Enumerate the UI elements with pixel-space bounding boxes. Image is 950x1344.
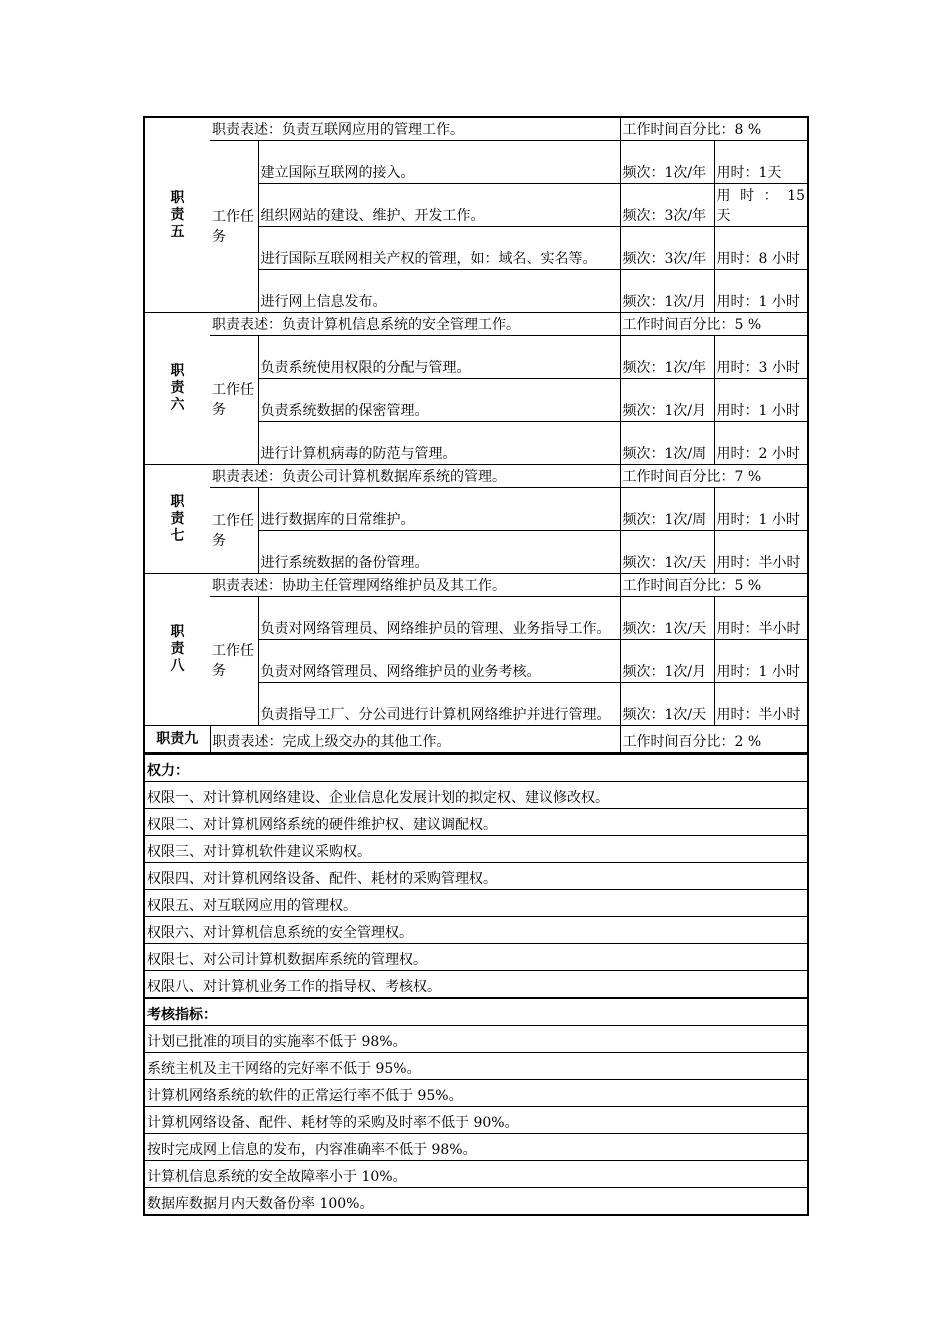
duty-label-char: 七 [170, 527, 185, 544]
duty-description: 职责表述：负责计算机信息系统的安全管理工作。 [210, 313, 620, 336]
powers-table [143, 753, 809, 999]
job-description-document [143, 116, 807, 1216]
duty-label-char: 责 [170, 380, 185, 396]
task-time: 用时：1天 [714, 141, 808, 184]
task-frequency: 频次：1次/月 [620, 270, 714, 313]
task-frequency: 频次：1次/天 [620, 683, 714, 726]
task-text: 进行系统数据的备份管理。 [258, 531, 620, 574]
task-frequency: 频次：1次/年 [620, 141, 714, 184]
work-task-label: 工作任务 [210, 336, 258, 465]
duty-time-percent: 工作时间百分比：8 % [620, 117, 808, 141]
task-frequency: 频次：3次/年 [620, 184, 714, 227]
duty-label-char: 责 [170, 510, 185, 527]
task-time: 用 时 ： 15 天 [714, 184, 808, 227]
duty-label-char: 职 [170, 363, 185, 379]
task-time: 用时：3 小时 [714, 336, 808, 379]
task-text: 组织网站的建设、维护、开发工作。 [258, 184, 620, 227]
duty-label [144, 117, 210, 313]
powers-title: 权力： [144, 754, 808, 782]
work-task-label: 工作任务 [210, 488, 258, 574]
task-time: 用时：半小时 [714, 683, 808, 726]
duty-description: 职责表述：负责公司计算机数据库系统的管理。 [210, 465, 620, 488]
task-time: 用时：1 小时 [714, 640, 808, 683]
power-item: 权限二、对计算机网络系统的硬件维护权、建议调配权。 [144, 809, 808, 836]
task-time: 用时：半小时 [714, 597, 808, 640]
duty-label-char: 六 [170, 397, 185, 413]
task-time: 用时：1 小时 [714, 488, 808, 531]
task-text: 进行数据库的日常维护。 [258, 488, 620, 531]
duty-description: 职责表述：完成上级交办的其他工作。 [210, 726, 620, 753]
task-text: 负责系统使用权限的分配与管理。 [258, 336, 620, 379]
task-time: 用时：1 小时 [714, 379, 808, 422]
duty-description: 职责表述：协助主任管理网络维护员及其工作。 [210, 574, 620, 597]
task-text: 负责对网络管理员、网络维护员的业务考核。 [258, 640, 620, 683]
task-frequency: 频次：1次/年 [620, 336, 714, 379]
work-task-label: 工作任务 [210, 141, 258, 313]
task-frequency: 频次：1次/月 [620, 640, 714, 683]
duty-time-percent: 工作时间百分比：2 % [620, 726, 808, 753]
kpi-title: 考核指标： [144, 999, 808, 1026]
task-time: 用时：1 小时 [714, 270, 808, 313]
task-frequency: 频次：3次/年 [620, 227, 714, 270]
power-item: 权限四、对计算机网络设备、配件、耗材的采购管理权。 [144, 863, 808, 890]
duty-description: 职责表述：负责互联网应用的管理工作。 [210, 117, 620, 141]
task-frequency: 频次：1次/天 [620, 531, 714, 574]
task-frequency: 频次：1次/天 [620, 597, 714, 640]
power-item: 权限七、对公司计算机数据库系统的管理权。 [144, 944, 808, 971]
task-time: 用时：8 小时 [714, 227, 808, 270]
task-text: 负责对网络管理员、网络维护员的管理、业务指导工作。 [258, 597, 620, 640]
duty-label-char: 责 [170, 641, 185, 657]
duty-nine-label: 职责九 [144, 726, 210, 753]
task-text: 进行国际互联网相关产权的管理，如：域名、实名等。 [258, 227, 620, 270]
task-text: 进行网上信息发布。 [258, 270, 620, 313]
power-item: 权限六、对计算机信息系统的安全管理权。 [144, 917, 808, 944]
duty-time-percent: 工作时间百分比：5 % [620, 313, 808, 336]
task-time: 用时：2 小时 [714, 422, 808, 465]
duty-time-percent: 工作时间百分比：5 % [620, 574, 808, 597]
kpi-item: 计算机信息系统的安全故障率小于 10%。 [144, 1161, 808, 1188]
duty-label-char: 职 [170, 189, 185, 206]
duty-label [144, 465, 210, 574]
duty-label-char: 五 [170, 223, 185, 240]
task-text: 负责指导工厂、分公司进行计算机网络维护并进行管理。 [258, 683, 620, 726]
task-text: 进行计算机病毒的防范与管理。 [258, 422, 620, 465]
kpi-item: 计划已批准的项目的实施率不低于 98%。 [144, 1026, 808, 1053]
kpi-table [143, 999, 809, 1216]
task-text: 负责系统数据的保密管理。 [258, 379, 620, 422]
kpi-item: 系统主机及主干网络的完好率不低于 95%。 [144, 1053, 808, 1080]
duty-label [144, 574, 210, 726]
duty-label-char: 责 [170, 206, 185, 223]
task-frequency: 频次：1次/周 [620, 488, 714, 531]
duty-label-char: 八 [170, 658, 185, 674]
duty-label-char: 职 [170, 624, 185, 640]
task-text: 建立国际互联网的接入。 [258, 141, 620, 184]
power-item: 权限三、对计算机软件建议采购权。 [144, 836, 808, 863]
kpi-item: 按时完成网上信息的发布，内容准确率不低于 98%。 [144, 1134, 808, 1161]
duty-label [144, 313, 210, 465]
duty-time-percent: 工作时间百分比：7 % [620, 465, 808, 488]
task-frequency: 频次：1次/周 [620, 422, 714, 465]
task-frequency: 频次：1次/月 [620, 379, 714, 422]
kpi-item: 计算机网络系统的软件的正常运行率不低于 95%。 [144, 1080, 808, 1107]
power-item: 权限八、对计算机业务工作的指导权、考核权。 [144, 971, 808, 999]
power-item: 权限一、对计算机网络建设、企业信息化发展计划的拟定权、建议修改权。 [144, 782, 808, 809]
kpi-item: 计算机网络设备、配件、耗材等的采购及时率不低于 90%。 [144, 1107, 808, 1134]
duty-label-char: 职 [170, 493, 185, 510]
power-item: 权限五、对互联网应用的管理权。 [144, 890, 808, 917]
duties-table [143, 116, 809, 753]
kpi-item: 数据库数据月内天数备份率 100%。 [144, 1188, 808, 1216]
task-time: 用时：半小时 [714, 531, 808, 574]
work-task-label: 工作任务 [210, 597, 258, 726]
